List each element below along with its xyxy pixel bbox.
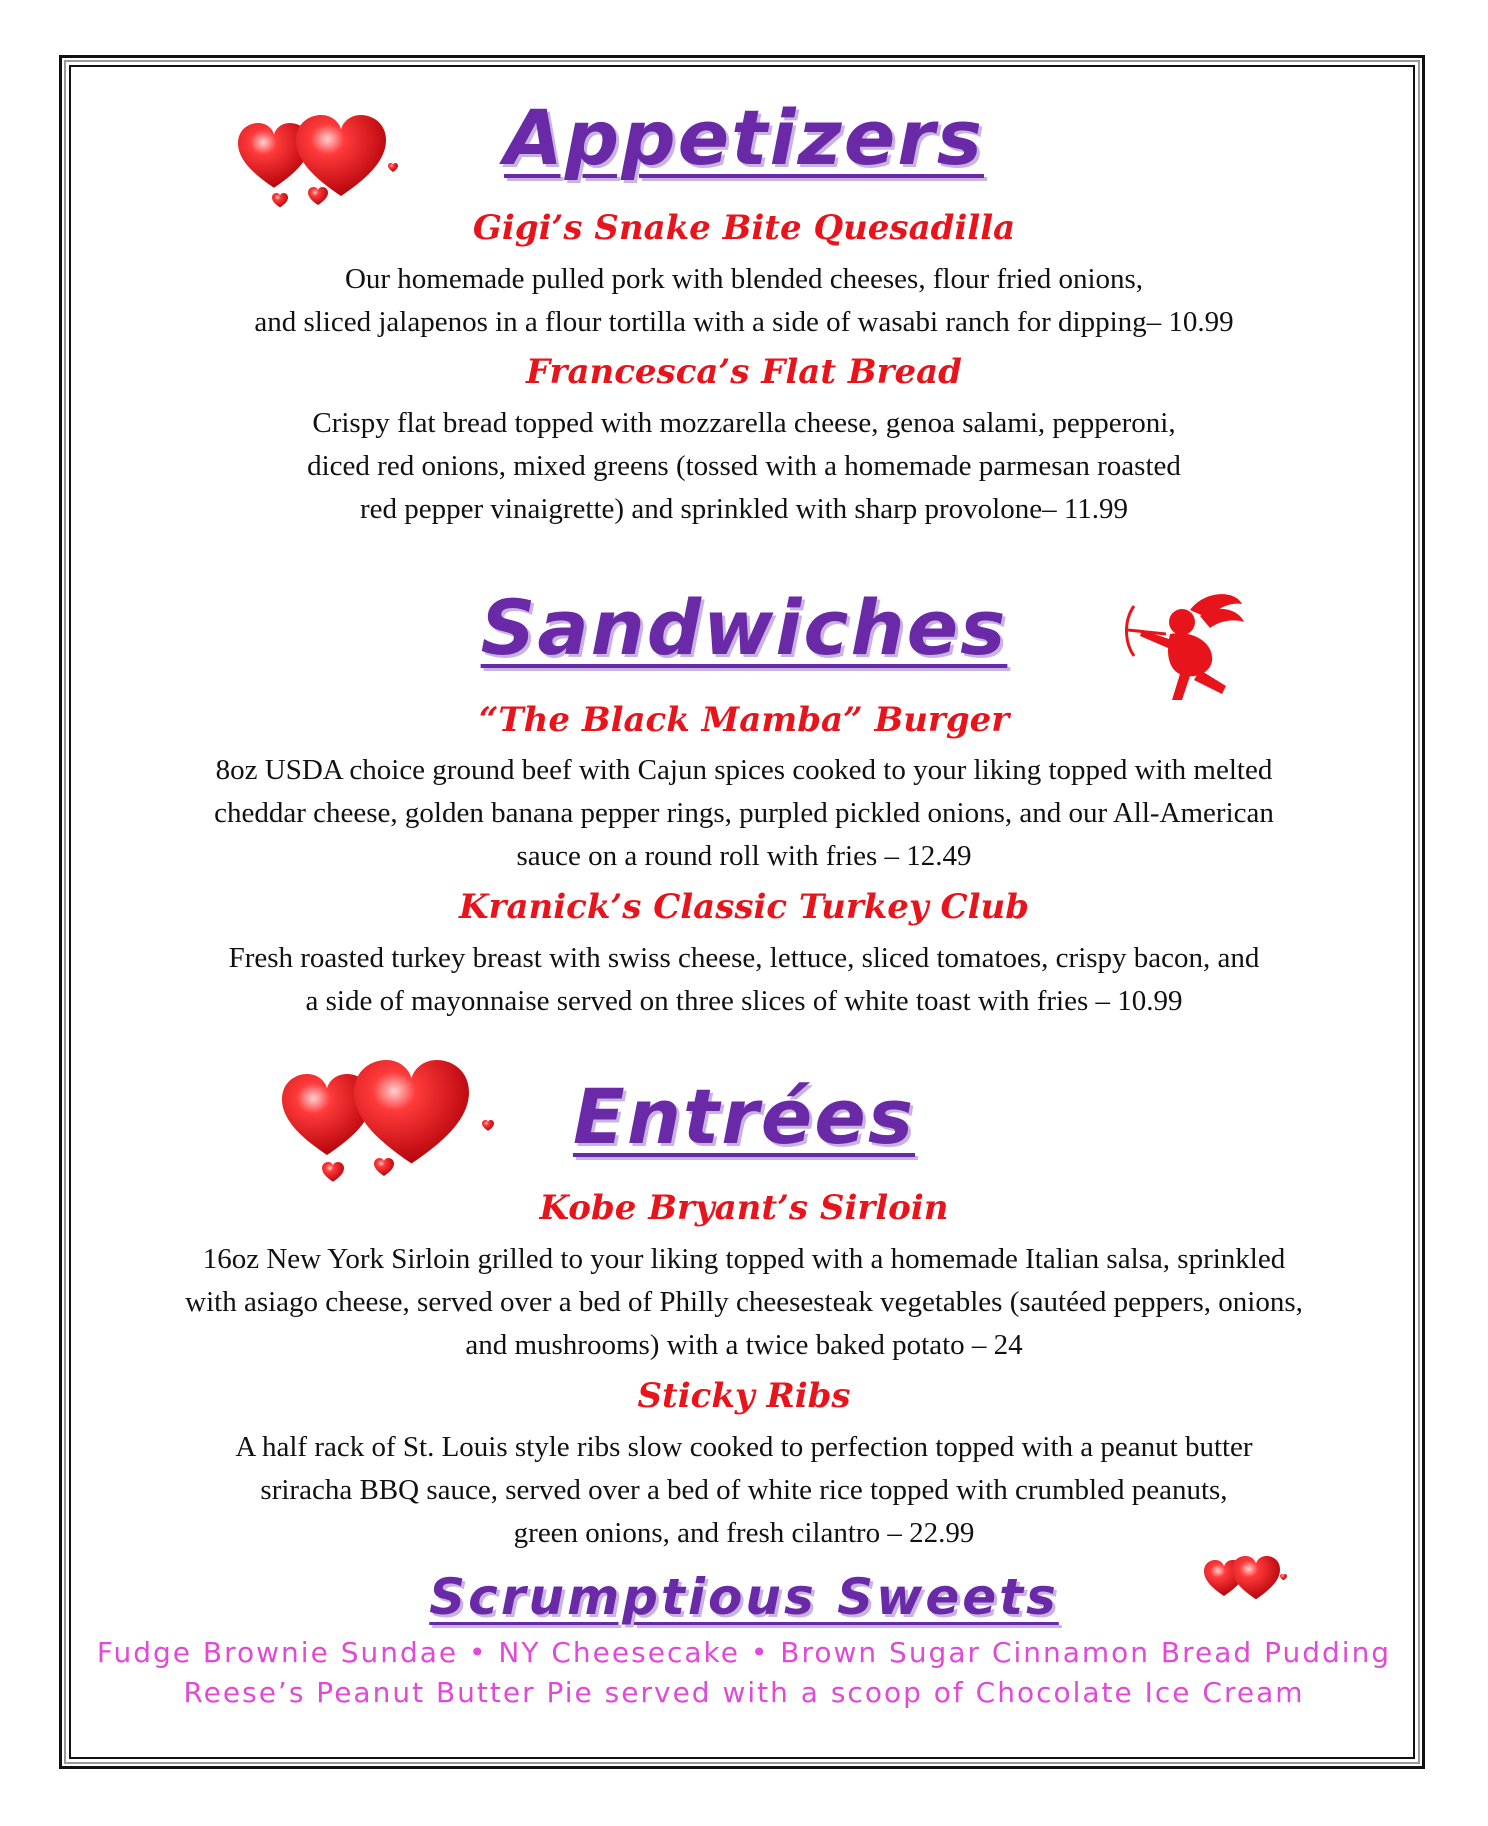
item-desc-flat-bread-line-1: Crispy flat bread topped with mozzarella cheese, genoa salami, pepperoni, [312, 407, 1176, 439]
sweets-list-line-2: Reese’s Peanut Butter Pie served with a scoop of Chocolate Ice Cream [183, 1676, 1305, 1709]
cupid-icon [1120, 590, 1250, 705]
item-title-turkey-club: Kranick’s Classic Turkey Club [458, 887, 1029, 927]
sweets-list-line-1: Fudge Brownie Sundae • NY Cheesecake • Brown Sugar Cinnamon Bread Pudding [96, 1636, 1392, 1669]
sandwiches-heading: Sandwiches [480, 583, 1008, 672]
item-title-black-mamba-burger: “The Black Mamba” Burger [478, 700, 1010, 740]
item-desc-flat-bread-line-2: diced red onions, mixed greens (tossed with a homemade parmesan roasted [307, 450, 1181, 482]
item-desc-burger-line-2: cheddar cheese, golden banana pepper rings, purpled pickled onions, and our All-American [214, 797, 1274, 829]
item-desc-turkey-club-line-1: Fresh roasted turkey breast with swiss cheese, lettuce, sliced tomatoes, crispy bacon, and [228, 942, 1260, 974]
item-title-sticky-ribs: Sticky Ribs [637, 1376, 851, 1416]
item-title-flat-bread: Francesca’s Flat Bread [526, 352, 962, 392]
item-title-sirloin: Kobe Bryant’s Sirloin [539, 1188, 949, 1228]
hearts-icon [1204, 1556, 1288, 1606]
sweets-heading: Scrumptious Sweets [429, 1568, 1059, 1626]
item-desc-quesadilla-line-2: and sliced jalapenos in a flour tortilla with a side of wasabi ranch for dipping– 10.99 [254, 306, 1234, 338]
item-desc-ribs-line-3: green onions, and fresh cilantro – 22.99 [513, 1517, 975, 1549]
item-desc-sirloin-line-3: and mushrooms) with a twice baked potato – 24 [465, 1329, 1023, 1361]
item-desc-sirloin-line-2: with asiago cheese, served over a bed of Philly cheesesteak vegetables (sautéed peppers, onions, [185, 1286, 1303, 1318]
entrees-heading: Entrées [572, 1072, 916, 1161]
item-desc-sirloin-line-1: 16oz New York Sirloin grilled to your liking topped with a homemade Italian salsa, sprinkled [202, 1243, 1286, 1275]
appetizers-heading: Appetizers [503, 93, 985, 182]
item-desc-ribs-line-1: A half rack of St. Louis style ribs slow cooked to perfection topped with a peanut butter [235, 1431, 1253, 1463]
item-desc-turkey-club-line-2: a side of mayonnaise served on three slices of white toast with fries – 10.99 [305, 985, 1183, 1017]
item-desc-burger-line-3: sauce on a round roll with fries – 12.49 [516, 840, 972, 872]
item-desc-flat-bread-line-3: red pepper vinaigrette) and sprinkled with sharp provolone– 11.99 [359, 493, 1129, 525]
item-desc-quesadilla-line-1: Our homemade pulled pork with blended cheeses, flour fried onions, [344, 263, 1144, 295]
item-title-quesadilla: Gigi’s Snake Bite Quesadilla [472, 208, 1016, 248]
item-desc-ribs-line-2: sriracha BBQ sauce, served over a bed of white rice topped with crumbled peanuts, [260, 1474, 1228, 1506]
item-desc-burger-line-1: 8oz USDA choice ground beef with Cajun spices cooked to your liking topped with melted [215, 754, 1273, 786]
